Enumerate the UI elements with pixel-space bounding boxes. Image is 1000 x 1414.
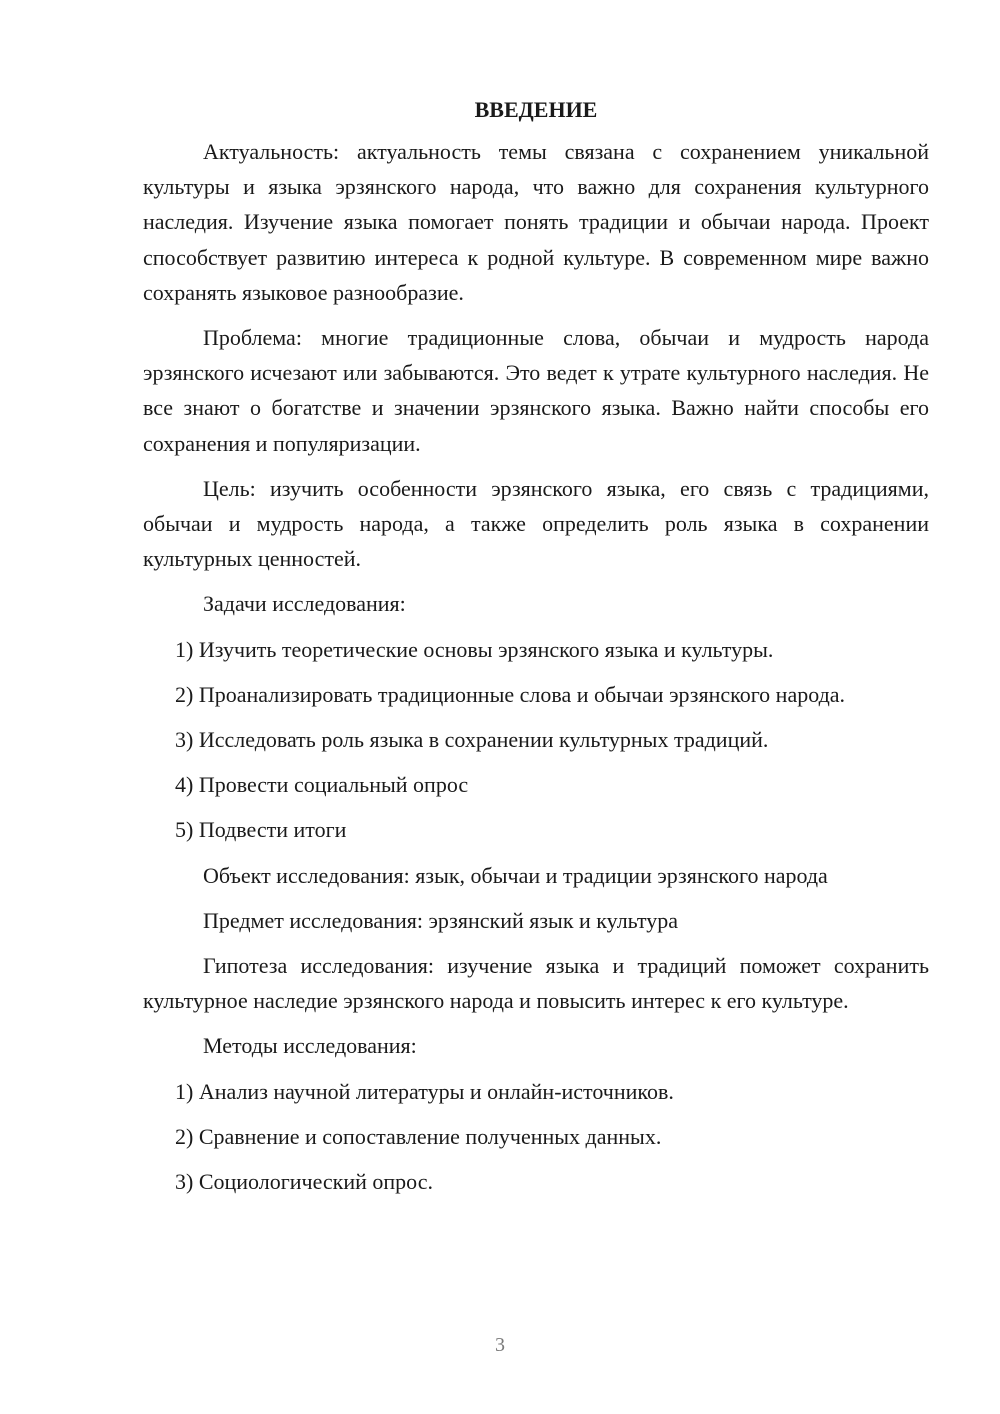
- task-item-3: 3) Исследовать роль языка в сохранении культурных традиций.: [175, 727, 769, 753]
- task-item-2: 2) Проанализировать традиционные слова и обычаи эрзянского народа.: [175, 681, 846, 707]
- object-line: Объект исследования: язык, обычаи и традиции эрзянского народа: [203, 862, 828, 888]
- tasks-title: Задачи исследования:: [203, 591, 406, 617]
- method-item-2: 2) Сравнение и сопоставление полученных данных.: [175, 1123, 662, 1149]
- subject-line: Предмет исследования: эрзянский язык и культура: [203, 907, 678, 933]
- page-title: ВВЕДЕНИЕ: [474, 97, 598, 122]
- task-item-4: 4) Провести социальный опрос: [175, 772, 469, 798]
- goal-paragraph: Цель: изучить особенности эрзянского языка, его связь с традициями, обычаи и мудрость народа, а также определить роль языка в сохранении культурных ценностей.: [143, 475, 929, 572]
- document-page: [143, 92, 929, 1209]
- method-item-1: 1) Анализ научной литературы и онлайн-источников.: [175, 1078, 674, 1104]
- methods-title: Методы исследования:: [203, 1033, 417, 1059]
- problem-paragraph: Проблема: многие традиционные слова, обычаи и мудрость народа эрзянского исчезают или забываются. Это ведет к утрате культурного наследия. Не все знают о богатстве и значении эрзянского языка. Важно найти способы его сохранения и популяризации.: [143, 325, 929, 456]
- task-item-5: 5) Подвести итоги: [175, 817, 347, 843]
- page-number: 3: [495, 1334, 505, 1356]
- hypothesis-paragraph: Гипотеза исследования: изучение языка и традиций поможет сохранить культурное наследие эрзянского народа и повысить интерес к его культуре.: [143, 953, 929, 1014]
- method-item-3: 3) Социологический опрос.: [175, 1169, 433, 1195]
- task-item-1: 1) Изучить теоретические основы эрзянского языка и культуры.: [175, 636, 774, 662]
- relevance-paragraph: Актуальность: актуальность темы связана с сохранением уникальной культуры и языка эрзянского народа, что важно для сохранения культурного наследия. Изучение языка помогает понять традиции и обычаи народа. Проект способствует развитию интереса к родной культуре. В современном мире важно сохранять языковое разнообразие.: [143, 139, 929, 305]
